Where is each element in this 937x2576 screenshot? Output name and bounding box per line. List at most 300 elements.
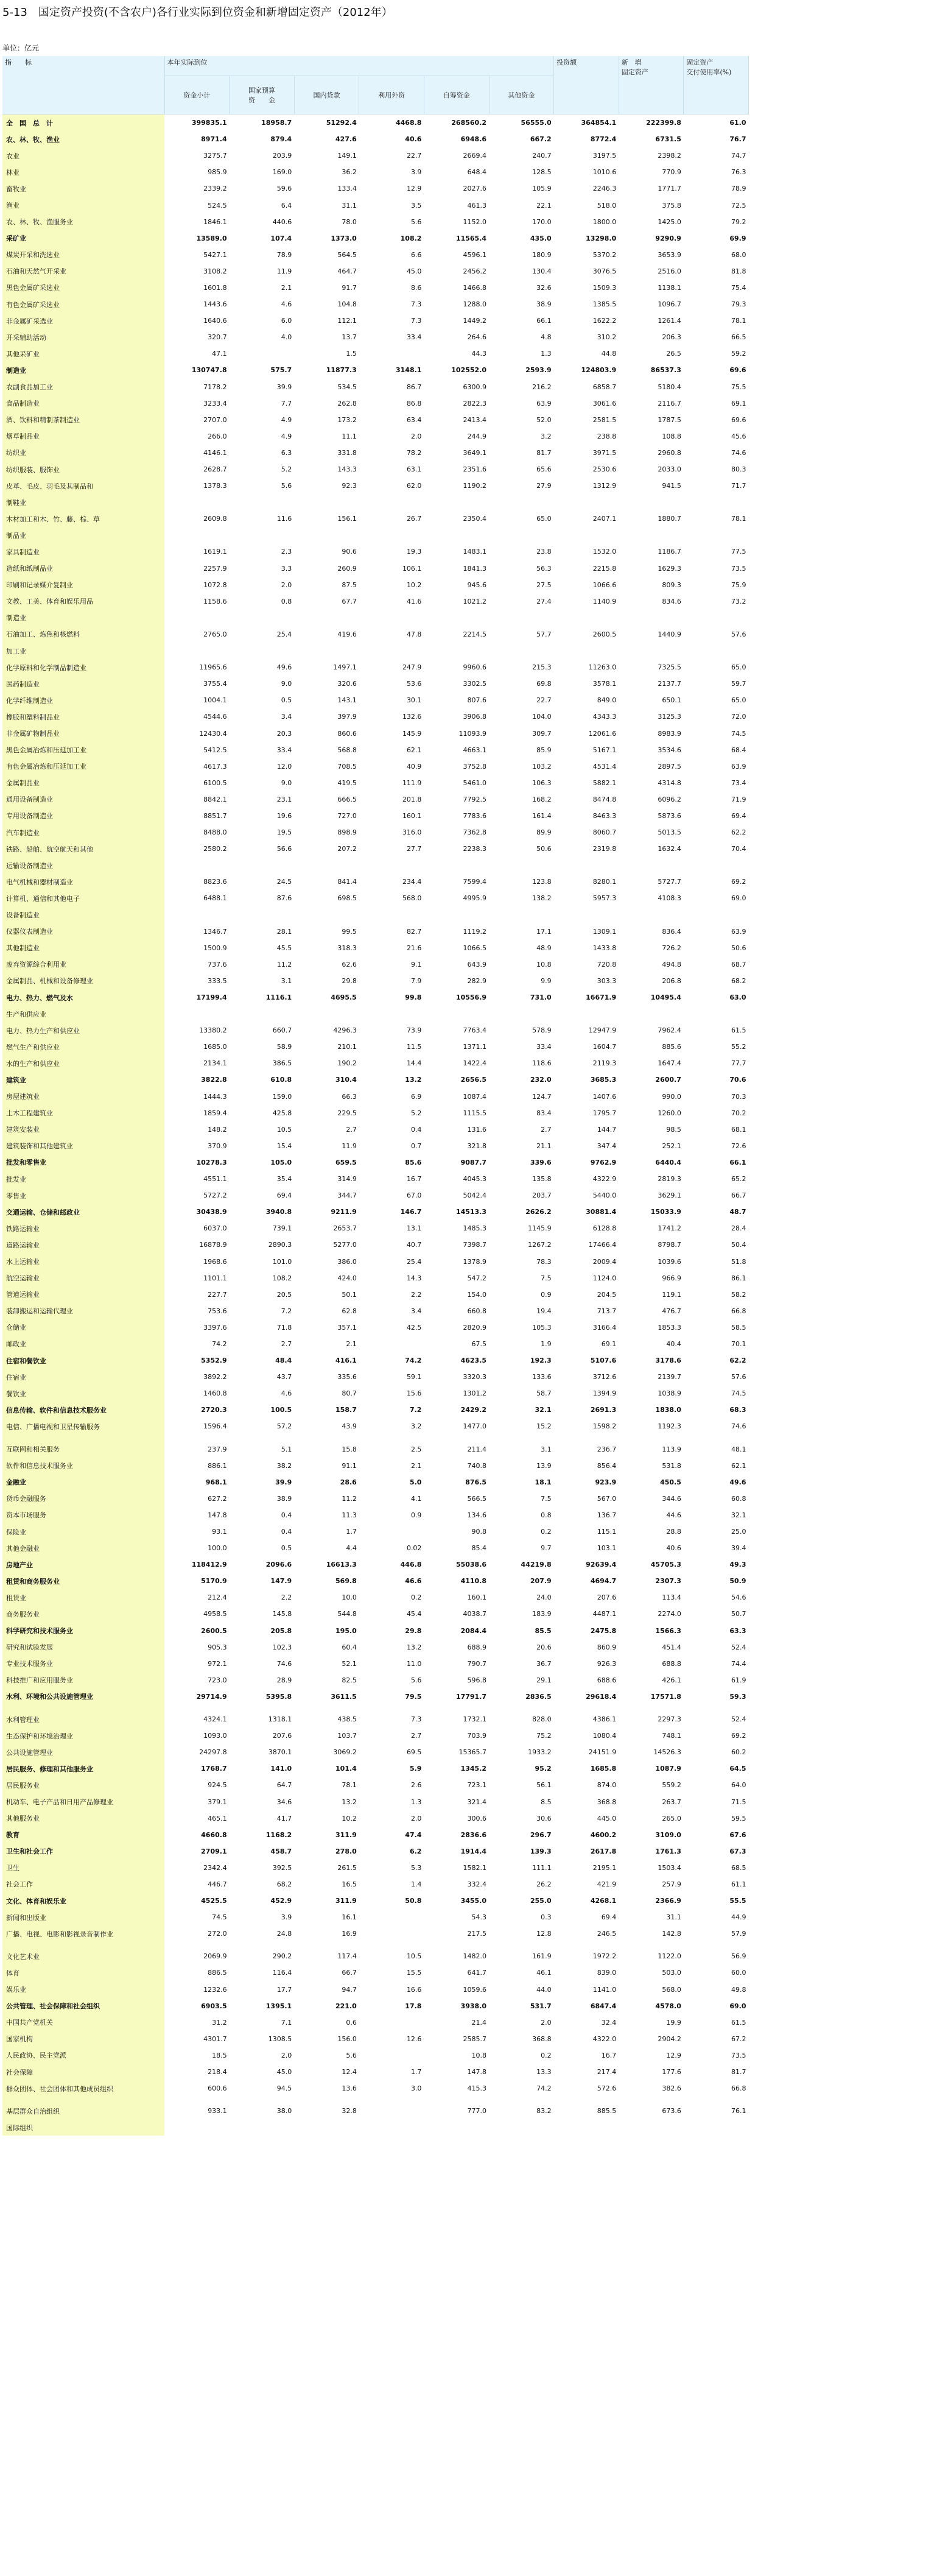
row-value-cell: 65.0 bbox=[536, 515, 552, 523]
row-value-cell bbox=[294, 1705, 359, 1711]
row-value-cell: 4544.6 bbox=[203, 713, 227, 721]
row-value-cell: 75.4 bbox=[731, 283, 746, 292]
row-value-cell: 56555.0 bbox=[521, 119, 552, 127]
row-value-cell: 6128.8 bbox=[592, 1224, 617, 1233]
row-value-cell: 2617.8 bbox=[590, 1847, 617, 1855]
row-value-cell bbox=[294, 1942, 359, 1948]
row-value-cell: 419.6 bbox=[337, 630, 357, 638]
row-indicator-cell: 设备制造业 bbox=[2, 907, 164, 923]
row-value-cell: 1158.6 bbox=[203, 597, 227, 605]
row-value-cell: 237.9 bbox=[208, 1445, 227, 1453]
row-value-cell: 5957.3 bbox=[592, 894, 617, 903]
row-value-cell: 124803.9 bbox=[581, 366, 617, 375]
table-row bbox=[2, 1458, 749, 1474]
row-value-cell: 266.0 bbox=[208, 432, 227, 440]
row-indicator-cell: 文化艺术业 bbox=[2, 1948, 164, 1964]
table-row bbox=[2, 461, 749, 478]
row-value-cell: 7.3 bbox=[410, 1715, 422, 1724]
row-value-cell bbox=[424, 2119, 489, 2136]
row-value-cell: 49.8 bbox=[731, 1985, 746, 1994]
row-value-cell: 86.7 bbox=[406, 383, 422, 391]
table-row bbox=[2, 1204, 749, 1220]
row-value-cell: 38.9 bbox=[536, 300, 552, 309]
row-value-cell: 3069.2 bbox=[333, 1748, 357, 1757]
row-value-cell: 849.0 bbox=[597, 696, 617, 705]
row-value-cell: 268560.2 bbox=[451, 119, 487, 127]
row-value-cell: 25.4 bbox=[406, 1257, 422, 1266]
row-value-cell: 105.3 bbox=[532, 1323, 552, 1332]
row-value-cell: 13.2 bbox=[342, 1798, 357, 1806]
row-value-cell bbox=[294, 643, 359, 659]
table-row bbox=[2, 1523, 749, 1540]
row-value-cell: 465.1 bbox=[208, 1814, 227, 1823]
row-indicator-cell: 居民服务业 bbox=[2, 1777, 164, 1793]
row-value-cell: 1460.8 bbox=[203, 1389, 227, 1398]
row-value-cell: 15.4 bbox=[276, 1142, 292, 1150]
row-value-cell: 4578.0 bbox=[655, 2002, 681, 2010]
row-value-cell bbox=[359, 1942, 424, 1948]
row-value-cell: 203.7 bbox=[532, 1191, 552, 1200]
row-value-cell: 713.7 bbox=[597, 1307, 617, 1315]
row-value-cell: 1598.2 bbox=[592, 1422, 617, 1431]
row-indicator-cell: 国家机构 bbox=[2, 2031, 164, 2047]
row-value-cell: 18.1 bbox=[535, 1478, 552, 1486]
table-row bbox=[2, 1705, 749, 1711]
row-value-cell: 28.9 bbox=[276, 1676, 292, 1684]
row-value-cell: 2707.0 bbox=[203, 415, 227, 424]
row-value-cell: 13589.0 bbox=[196, 234, 227, 242]
table-row bbox=[2, 527, 749, 543]
row-value-cell: 64.0 bbox=[731, 1781, 746, 1790]
row-value-cell: 65.6 bbox=[536, 465, 552, 474]
row-indicator-cell: 造纸和纸制品业 bbox=[2, 560, 164, 577]
row-value-cell: 85.5 bbox=[535, 1626, 552, 1635]
row-value-cell: 52.4 bbox=[731, 1643, 746, 1651]
row-value-cell: 1190.2 bbox=[463, 482, 487, 490]
row-value-cell: 4038.7 bbox=[463, 1610, 487, 1618]
row-value-cell: 3076.5 bbox=[592, 267, 617, 275]
row-value-cell: 17791.7 bbox=[455, 1692, 487, 1701]
row-indicator-cell: 批发业 bbox=[2, 1171, 164, 1187]
row-value-cell: 69.1 bbox=[731, 399, 746, 408]
row-value-cell: 339.6 bbox=[530, 1158, 552, 1166]
row-value-cell: 130747.8 bbox=[191, 366, 227, 375]
row-value-cell: 424.0 bbox=[337, 1274, 357, 1282]
row-value-cell: 160.1 bbox=[402, 811, 422, 820]
row-value-cell: 78.9 bbox=[731, 185, 746, 193]
row-value-cell: 834.6 bbox=[662, 597, 681, 605]
row-indicator-cell: 铁路运输业 bbox=[2, 1220, 164, 1237]
row-value-cell: 42.5 bbox=[406, 1323, 422, 1332]
row-value-cell: 130.4 bbox=[532, 267, 552, 275]
row-value-cell: 6903.5 bbox=[201, 2002, 227, 2010]
row-value-cell: 11.2 bbox=[276, 960, 292, 969]
row-value-cell: 13.6 bbox=[342, 2084, 357, 2093]
row-value-cell: 67.6 bbox=[729, 1830, 746, 1839]
row-value-cell: 660.8 bbox=[467, 1307, 487, 1315]
row-value-cell: 2626.2 bbox=[525, 1208, 552, 1216]
table-row bbox=[2, 1402, 749, 1418]
row-indicator-cell: 金融业 bbox=[2, 1474, 164, 1491]
row-value-cell: 11.9 bbox=[342, 1142, 357, 1150]
row-value-cell bbox=[359, 2097, 424, 2103]
row-value-cell: 133.4 bbox=[337, 185, 357, 193]
row-value-cell bbox=[684, 857, 749, 873]
row-value-cell: 30438.9 bbox=[196, 1208, 227, 1216]
row-value-cell: 92.3 bbox=[342, 482, 357, 490]
row-value-cell bbox=[230, 1006, 295, 1022]
row-value-cell: 7.2 bbox=[409, 1406, 422, 1414]
row-value-cell: 3685.3 bbox=[590, 1076, 617, 1084]
row-value-cell: 39.4 bbox=[731, 1544, 746, 1553]
row-value-cell: 531.8 bbox=[662, 1461, 681, 1470]
row-value-cell bbox=[359, 610, 424, 626]
row-value-cell: 494.8 bbox=[662, 960, 681, 969]
row-value-cell: 86.1 bbox=[731, 1274, 746, 1282]
row-value-cell: 17.7 bbox=[276, 1985, 292, 1994]
row-value-cell: 59.6 bbox=[276, 185, 292, 193]
row-value-cell: 8851.7 bbox=[203, 811, 227, 820]
table-row bbox=[2, 676, 749, 692]
row-value-cell: 4108.3 bbox=[658, 894, 681, 903]
row-value-cell: 132.6 bbox=[402, 713, 422, 721]
row-value-cell: 2836.5 bbox=[525, 1692, 552, 1701]
table-row bbox=[2, 445, 749, 461]
row-value-cell: 11565.4 bbox=[455, 234, 487, 242]
row-indicator-cell: 石油加工、炼焦和核燃料 bbox=[2, 626, 164, 643]
row-value-cell: 567.0 bbox=[597, 1494, 617, 1503]
row-value-cell bbox=[619, 2119, 684, 2136]
row-value-cell: 56.3 bbox=[536, 564, 552, 573]
row-value-cell: 16.6 bbox=[406, 1985, 422, 1994]
row-value-cell: 1768.7 bbox=[201, 1765, 227, 1773]
row-value-cell: 101.0 bbox=[272, 1257, 292, 1266]
row-value-cell: 344.7 bbox=[337, 1191, 357, 1200]
row-value-cell: 2820.9 bbox=[463, 1323, 487, 1332]
row-value-cell: 133.6 bbox=[532, 1373, 552, 1382]
row-value-cell: 236.7 bbox=[597, 1445, 617, 1453]
table-row bbox=[2, 1474, 749, 1491]
row-value-cell bbox=[554, 1942, 619, 1948]
row-value-cell: 1116.1 bbox=[265, 993, 292, 1002]
row-value-cell: 73.4 bbox=[731, 778, 746, 787]
row-value-cell bbox=[489, 494, 554, 510]
row-value-cell: 5873.6 bbox=[658, 811, 681, 820]
row-value-cell: 67.3 bbox=[729, 1847, 746, 1855]
row-value-cell: 10556.9 bbox=[455, 993, 487, 1002]
row-value-cell: 1288.0 bbox=[463, 300, 487, 309]
row-value-cell: 24.0 bbox=[536, 1593, 552, 1602]
row-value-cell: 966.9 bbox=[662, 1274, 681, 1282]
table-row bbox=[2, 1369, 749, 1385]
table-row bbox=[2, 1777, 749, 1793]
table-row bbox=[2, 1948, 749, 1964]
row-value-cell bbox=[424, 527, 489, 543]
row-value-cell: 3906.8 bbox=[463, 713, 487, 721]
row-value-cell bbox=[230, 857, 295, 873]
table-row bbox=[2, 164, 749, 180]
table-body bbox=[2, 115, 749, 2136]
row-value-cell: 5.6 bbox=[410, 217, 422, 226]
table-row bbox=[2, 1441, 749, 1458]
row-value-cell: 9211.9 bbox=[331, 1208, 357, 1216]
row-indicator-cell bbox=[2, 2097, 164, 2103]
row-value-cell: 5.1 bbox=[281, 1445, 292, 1453]
table-row bbox=[2, 1964, 749, 1981]
row-value-cell: 990.0 bbox=[662, 1092, 681, 1101]
row-value-cell: 4322.0 bbox=[592, 2034, 617, 2043]
row-indicator-cell: 科学研究和技术服务业 bbox=[2, 1623, 164, 1639]
table-row bbox=[2, 1071, 749, 1088]
row-value-cell: 40.6 bbox=[666, 1544, 681, 1553]
row-value-cell: 2319.8 bbox=[592, 845, 617, 853]
row-indicator-cell: 住宿和餐饮业 bbox=[2, 1352, 164, 1369]
row-value-cell: 74.2 bbox=[405, 1357, 422, 1365]
row-value-cell: 310.4 bbox=[335, 1076, 357, 1084]
row-value-cell: 146.7 bbox=[400, 1208, 422, 1216]
row-value-cell: 3.4 bbox=[281, 713, 292, 721]
row-indicator-cell: 化学原料和化学制品制造业 bbox=[2, 659, 164, 676]
row-value-cell: 0.8 bbox=[541, 1511, 552, 1519]
table-row bbox=[2, 2014, 749, 2031]
row-value-cell: 8488.0 bbox=[203, 828, 227, 837]
row-value-cell: 47.8 bbox=[406, 630, 422, 638]
row-value-cell: 4343.3 bbox=[592, 713, 617, 721]
header-state-budget: 国家预算 资 金 bbox=[230, 76, 295, 115]
row-value-cell: 57.9 bbox=[731, 1930, 746, 1938]
row-value-cell: 16.7 bbox=[406, 1175, 422, 1184]
row-value-cell: 809.3 bbox=[662, 580, 681, 589]
row-value-cell: 596.8 bbox=[467, 1676, 487, 1684]
row-value-cell: 69.0 bbox=[731, 894, 746, 903]
row-value-cell: 3275.7 bbox=[203, 152, 227, 160]
row-value-cell: 7.3 bbox=[410, 317, 422, 325]
row-value-cell: 660.7 bbox=[272, 1026, 292, 1035]
row-indicator-cell: 电气机械和器材制造业 bbox=[2, 873, 164, 890]
row-value-cell: 90.6 bbox=[342, 548, 357, 556]
row-value-cell: 70.1 bbox=[731, 1339, 746, 1348]
row-value-cell: 21.6 bbox=[406, 944, 422, 952]
row-value-cell: 5.6 bbox=[410, 1676, 422, 1684]
row-value-cell: 204.5 bbox=[597, 1290, 617, 1299]
row-value-cell: 22.7 bbox=[536, 696, 552, 705]
row-value-cell: 247.9 bbox=[402, 663, 422, 672]
row-value-cell: 386.5 bbox=[272, 1059, 292, 1068]
row-value-cell: 257.9 bbox=[662, 1880, 681, 1888]
row-value-cell: 310.2 bbox=[597, 333, 617, 342]
row-value-cell: 0.9 bbox=[410, 1511, 422, 1519]
row-value-cell: 0.3 bbox=[541, 1913, 552, 1922]
table-row bbox=[2, 1744, 749, 1760]
row-value-cell: 641.7 bbox=[467, 1969, 487, 1977]
row-value-cell: 2709.1 bbox=[201, 1847, 227, 1855]
row-value-cell: 8.5 bbox=[541, 1798, 552, 1806]
row-value-cell: 134.6 bbox=[467, 1511, 487, 1519]
row-value-cell: 790.7 bbox=[467, 1659, 487, 1668]
row-value-cell bbox=[424, 643, 489, 659]
row-value-cell: 1145.9 bbox=[528, 1224, 552, 1233]
row-value-cell: 70.2 bbox=[731, 1109, 746, 1117]
row-value-cell: 12947.9 bbox=[588, 1026, 617, 1035]
row-value-cell: 69.2 bbox=[731, 1732, 746, 1740]
row-value-cell: 0.4 bbox=[281, 1511, 292, 1519]
row-value-cell: 217.5 bbox=[467, 1930, 487, 1938]
row-indicator-cell: 公共设施管理业 bbox=[2, 1744, 164, 1760]
row-value-cell: 2238.3 bbox=[463, 845, 487, 853]
row-value-cell: 9290.9 bbox=[655, 234, 681, 242]
row-value-cell bbox=[619, 1942, 684, 1948]
row-indicator-cell: 农业 bbox=[2, 147, 164, 164]
row-value-cell: 50.6 bbox=[731, 944, 746, 952]
row-value-cell: 4695.5 bbox=[331, 993, 357, 1002]
row-value-cell bbox=[230, 610, 295, 626]
row-value-cell: 3302.5 bbox=[463, 680, 487, 688]
row-value-cell bbox=[230, 907, 295, 923]
row-value-cell bbox=[684, 643, 749, 659]
row-value-cell: 3455.0 bbox=[460, 1897, 487, 1905]
table-row bbox=[2, 1022, 749, 1039]
row-value-cell: 923.9 bbox=[595, 1478, 617, 1486]
table-row bbox=[2, 1171, 749, 1187]
row-value-cell: 147.8 bbox=[208, 1511, 227, 1519]
row-value-cell: 435.0 bbox=[530, 234, 552, 242]
row-value-cell: 68.7 bbox=[731, 960, 746, 969]
row-value-cell: 568.0 bbox=[662, 1985, 681, 1994]
row-value-cell: 265.0 bbox=[662, 1814, 681, 1823]
row-value-cell: 968.1 bbox=[205, 1478, 227, 1486]
table-row bbox=[2, 973, 749, 989]
row-value-cell: 43.9 bbox=[342, 1422, 357, 1431]
row-value-cell: 45.5 bbox=[276, 944, 292, 952]
row-value-cell: 1318.1 bbox=[268, 1715, 292, 1724]
row-value-cell: 1.3 bbox=[410, 1798, 422, 1806]
row-value-cell: 103.2 bbox=[532, 762, 552, 771]
row-value-cell: 1800.0 bbox=[592, 217, 617, 226]
row-value-cell: 4525.5 bbox=[201, 1897, 227, 1905]
row-value-cell: 85.4 bbox=[471, 1544, 487, 1553]
row-value-cell: 6948.6 bbox=[460, 135, 487, 144]
row-indicator-cell: 专用设备制造业 bbox=[2, 808, 164, 824]
row-value-cell bbox=[554, 527, 619, 543]
row-value-cell: 318.3 bbox=[337, 944, 357, 952]
row-value-cell: 255.0 bbox=[530, 1897, 552, 1905]
row-value-cell: 2897.5 bbox=[658, 762, 681, 771]
row-value-cell: 55038.6 bbox=[455, 1561, 487, 1569]
row-value-cell: 45.0 bbox=[276, 2068, 292, 2077]
row-value-cell: 13.7 bbox=[342, 333, 357, 342]
row-indicator-cell: 房地产业 bbox=[2, 1556, 164, 1573]
row-value-cell: 446.7 bbox=[208, 1880, 227, 1888]
row-value-cell: 4660.8 bbox=[201, 1830, 227, 1839]
row-value-cell: 41.6 bbox=[406, 597, 422, 605]
table-row bbox=[2, 907, 749, 923]
row-value-cell: 78.3 bbox=[536, 1257, 552, 1266]
row-value-cell bbox=[489, 643, 554, 659]
row-value-cell: 4.0 bbox=[281, 333, 292, 342]
row-value-cell: 1596.4 bbox=[203, 1422, 227, 1431]
row-value-cell: 77.5 bbox=[731, 548, 746, 556]
row-value-cell: 4.9 bbox=[281, 415, 292, 424]
row-value-cell: 2656.5 bbox=[460, 1076, 487, 1084]
row-value-cell: 74.6 bbox=[276, 1659, 292, 1668]
row-value-cell: 1093.0 bbox=[203, 1732, 227, 1740]
header-new-fixed-assets: 新 增 固定资产 bbox=[619, 56, 684, 115]
row-value-cell: 79.2 bbox=[731, 217, 746, 226]
row-value-cell: 3938.0 bbox=[460, 2002, 487, 2010]
row-value-cell: 25.4 bbox=[276, 630, 292, 638]
row-value-cell: 886.1 bbox=[208, 1461, 227, 1470]
row-value-cell: 113.9 bbox=[662, 1445, 681, 1453]
row-value-cell: 81.7 bbox=[731, 2068, 746, 2077]
row-value-cell: 1087.4 bbox=[463, 1092, 487, 1101]
row-value-cell: 648.4 bbox=[467, 168, 487, 177]
row-value-cell: 6440.4 bbox=[655, 1158, 681, 1166]
table-row bbox=[2, 1055, 749, 1071]
row-value-cell: 2069.9 bbox=[203, 1952, 227, 1961]
row-value-cell: 5461.0 bbox=[463, 778, 487, 787]
row-value-cell: 38.0 bbox=[276, 2107, 292, 2115]
row-indicator-cell: 水上运输业 bbox=[2, 1253, 164, 1269]
row-value-cell: 10.8 bbox=[536, 960, 552, 969]
row-value-cell bbox=[359, 345, 424, 362]
row-value-cell: 13.3 bbox=[536, 2068, 552, 2077]
row-value-cell: 3.2 bbox=[541, 432, 552, 440]
row-value-cell: 45705.3 bbox=[650, 1561, 681, 1569]
row-value-cell: 156.1 bbox=[337, 515, 357, 523]
row-value-cell: 252.1 bbox=[662, 1142, 681, 1150]
header-funds-group: 本年实际到位 bbox=[164, 56, 554, 76]
row-value-cell: 69.6 bbox=[729, 366, 746, 375]
table-row bbox=[2, 775, 749, 791]
row-value-cell: 66.1 bbox=[729, 1158, 746, 1166]
row-value-cell: 30881.4 bbox=[586, 1208, 617, 1216]
row-indicator-cell: 道路运输业 bbox=[2, 1237, 164, 1253]
row-value-cell: 83.2 bbox=[536, 2107, 552, 2115]
row-value-cell: 232.0 bbox=[530, 1076, 552, 1084]
row-value-cell: 49.6 bbox=[729, 1478, 746, 1486]
row-value-cell: 128.5 bbox=[532, 168, 552, 177]
row-value-cell: 4146.1 bbox=[203, 448, 227, 457]
table-row bbox=[2, 643, 749, 659]
row-value-cell bbox=[230, 527, 295, 543]
row-indicator-cell: 医药制造业 bbox=[2, 676, 164, 692]
table-row bbox=[2, 659, 749, 676]
row-value-cell: 3.3 bbox=[281, 564, 292, 573]
row-value-cell: 476.7 bbox=[662, 1307, 681, 1315]
row-value-cell: 5.2 bbox=[410, 1109, 422, 1117]
table-row bbox=[2, 263, 749, 280]
row-value-cell: 117.4 bbox=[337, 1952, 357, 1961]
row-value-cell: 24297.8 bbox=[199, 1748, 227, 1757]
row-value-cell bbox=[684, 1705, 749, 1711]
row-value-cell: 216.2 bbox=[532, 383, 552, 391]
row-value-cell: 7325.5 bbox=[658, 663, 681, 672]
row-indicator-cell: 纺织业 bbox=[2, 445, 164, 461]
row-value-cell bbox=[554, 2119, 619, 2136]
table-row bbox=[2, 214, 749, 230]
row-value-cell bbox=[424, 907, 489, 923]
row-value-cell bbox=[294, 907, 359, 923]
row-value-cell: 331.8 bbox=[337, 448, 357, 457]
row-value-cell: 119.1 bbox=[662, 1290, 681, 1299]
row-value-cell: 1301.2 bbox=[463, 1389, 487, 1398]
row-value-cell: 2307.3 bbox=[655, 1577, 681, 1586]
row-value-cell: 1.3 bbox=[541, 350, 552, 358]
row-value-cell: 11.1 bbox=[342, 432, 357, 440]
row-value-cell: 667.2 bbox=[530, 135, 552, 144]
row-value-cell: 3629.1 bbox=[658, 1191, 681, 1200]
row-value-cell: 627.2 bbox=[208, 1494, 227, 1503]
